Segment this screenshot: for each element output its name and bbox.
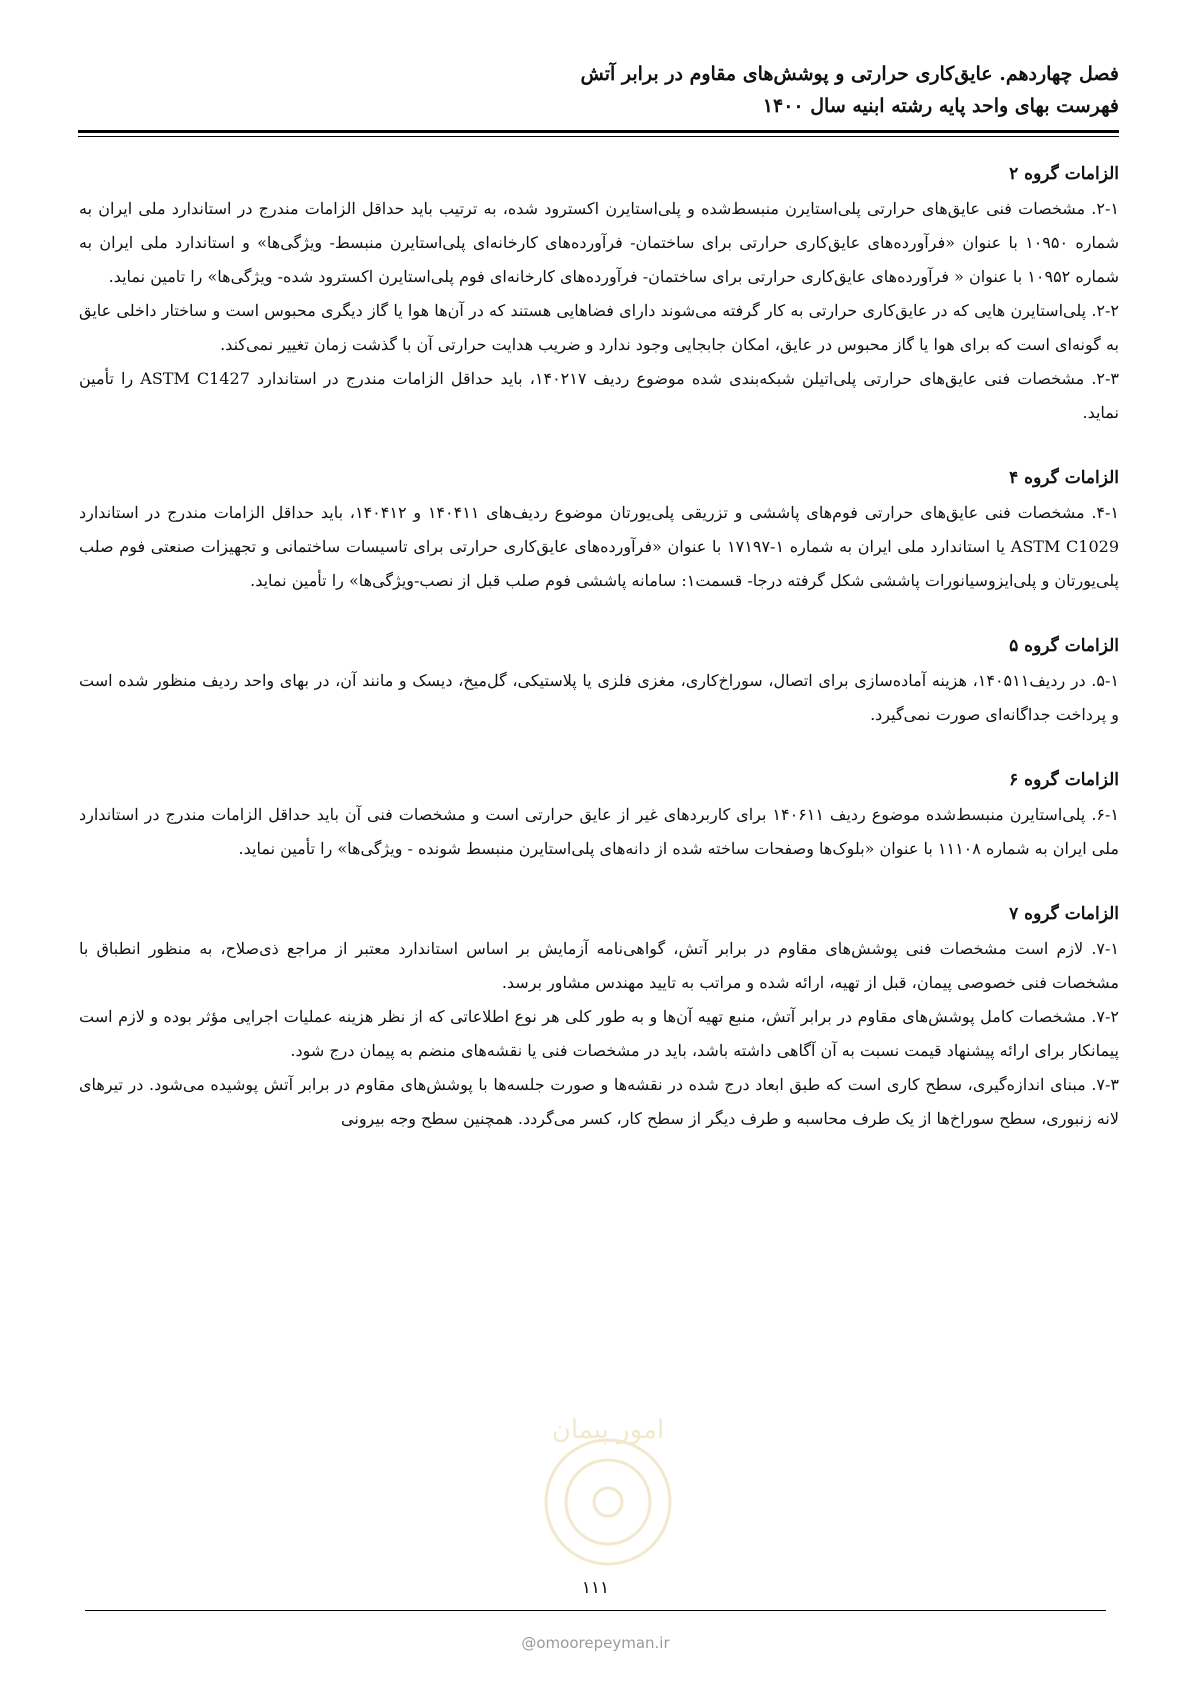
price-list-title: فهرست بهای واحد پایه رشته ابنیه سال ۱۴۰۰ [762,95,1119,117]
paragraph: ۲-۳. مشخصات فنی عایق‌های حرارتی پلی‌اتیلن شبکه‌بندی شده موضوع ردیف ۱۴۰۲۱۷، باید حداقل الزامات مندرج در استاندارد ASTM C1427 را تأمین نماید. [79,369,1120,422]
section-title: الزامات گروه ۵ [1009,636,1119,656]
paragraph: ۲-۱. مشخصات فنی عایق‌های حرارتی پلی‌استایرن منبسط‌شده و پلی‌استایرن اکسترود شده، به ترتیب باید حداقل الزامات مندرج در استاندارد ملی ایران به شماره ۱۰۹۵۰ با عنوان «فرآورده‌های عایق‌کاری حرارتی برای ساختمان- فرآورده‌های کارخانه‌ای پلی‌استایرن منبسط- ویژگی‌ها» و استاندارد ملی ایران به شماره ۱۰۹۵۲ با عنوان « فرآورده‌های عایق‌کاری حرارتی برای ساختمان- فرآورده‌های کارخانه‌ای فوم پلی‌استایرن اکسترود شده- ویژگی‌ها» را تامین نماید. [79,199,1120,286]
page-header [79,58,1119,122]
chapter-title: فصل چهاردهم. عایق‌کاری حرارتی و پوشش‌های مقاوم در برابر آتش [580,63,1119,85]
section-group-6 [79,766,1119,866]
paragraph: ۶-۱. پلی‌استایرن منبسط‌شده موضوع ردیف ۱۴۰۶۱۱ برای کاربردهای غیر از عایق حرارتی است و مشخصات فنی آن باید حداقل الزامات مندرج در استاندارد ملی ایران به شماره ۱۱۱۰۸ با عنوان «بلوک‌ها وصفحات ساخته شده از دانه‌های پلی‌استایرن منبسط شونده - ویژگی‌ها» را تأمین نماید. [79,805,1119,858]
gear-icon [546,1440,670,1564]
footer-rule [85,1610,1106,1611]
watermark-text: امور پیمان [551,1415,665,1445]
watermark-site: @omoorepeyman.ir [521,1634,670,1652]
section-title: الزامات گروه ۴ [1009,468,1119,488]
section-group-2 [79,160,1119,430]
paragraph: ۷-۳. مبنای اندازه‌گیری، سطح کاری است که طبق ابعاد درج شده در نقشه‌ها و صورت جلسه‌ها با پوشش‌های مقاوم در برابر آتش پوشیده می‌شود. در تیرهای لانه زنبوری، سطح سوراخ‌ها از یک طرف محاسبه و طرف دیگر از سطح کار، کسر می‌گردد. همچنین سطح وجه بیرونی [79,1075,1119,1128]
section-title: الزامات گروه ۶ [1009,770,1119,790]
section-title: الزامات گروه ۷ [1009,904,1119,924]
main-content [79,160,1119,1170]
header-rule-thick [78,130,1119,133]
section-group-4 [79,464,1119,598]
page-number: ۱۱۱ [581,1578,610,1598]
section-group-7 [79,900,1119,1136]
section-group-5 [79,632,1119,732]
watermark-logo [508,1402,708,1582]
paragraph: ۷-۲. مشخصات کامل پوشش‌های مقاوم در برابر آتش، منبع تهیه آن‌ها و به طور کلی هر نوع اطلاعاتی که از نظر هزینه عملیات اجرایی مؤثر بوده و لازم است پیمانکار برای ارائه پیشنهاد قیمت نسبت به آن آگاهی داشته باشد، باید در مشخصات فنی یا نقشه‌های منضم به پیمان درج شود. [79,1007,1119,1060]
paragraph: ۲-۲. پلی‌استایرن هایی که در عایق‌کاری حرارتی به کار گرفته می‌شوند دارای فضاهایی هستند که در آن‌ها هوا یا گاز دیگری محبوس است و ساختار داخلی عایق به گونه‌ای است که برای هوا یا گاز محبوس در عایق، امکان جابجایی وجود ندارد و ضریب هدایت حرارتی آن با گذشت زمان تغییر نمی‌کند. [79,301,1120,354]
section-title: الزامات گروه ۲ [1009,164,1119,184]
paragraph: ۴-۱. مشخصات فنی عایق‌های حرارتی فوم‌های پاششی و تزریقی پلی‌یورتان موضوع ردیف‌های ۱۴۰۴۱۱ و ۱۴۰۴۱۲، باید حداقل الزامات مندرج در استاندارد ASTM C1029 یا استاندارد ملی ایران به شماره ۱-۱۷۱۹۷ با عنوان «فرآورده‌های عایق‌کاری حرارتی برای تاسیسات ساختمانی و تجهیزات صنعتی فوم صلب پلی‌یورتان و پلی‌ایزوسیانورات پاششی شکل گرفته درجا- قسمت۱: سامانه پاششی فوم صلب قبل از نصب-ویژگی‌ها» را تأمین نماید. [79,503,1120,590]
paragraph: ۵-۱. در ردیف۱۴۰۵۱۱، هزینه آماده‌سازی برای اتصال، سوراخ‌کاری، مغزی فلزی یا پلاستیکی، گل‌میخ، دیسک و مانند آن، در بهای واحد ردیف منظور شده است و پرداخت جداگانه‌ای صورت نمی‌گیرد. [79,671,1119,724]
paragraph: ۷-۱. لازم است مشخصات فنی پوشش‌های مقاوم در برابر آتش، گواهی‌نامه آزمایش بر اساس استاندارد معتبر از مراجع ذی‌صلاح، به منظور انطباق با مشخصات فنی خصوصی پیمان، قبل از تهیه، ارائه شده و مراتب به تایید مهندس مشاور برسد. [79,939,1119,992]
header-rule-thin [78,136,1119,137]
